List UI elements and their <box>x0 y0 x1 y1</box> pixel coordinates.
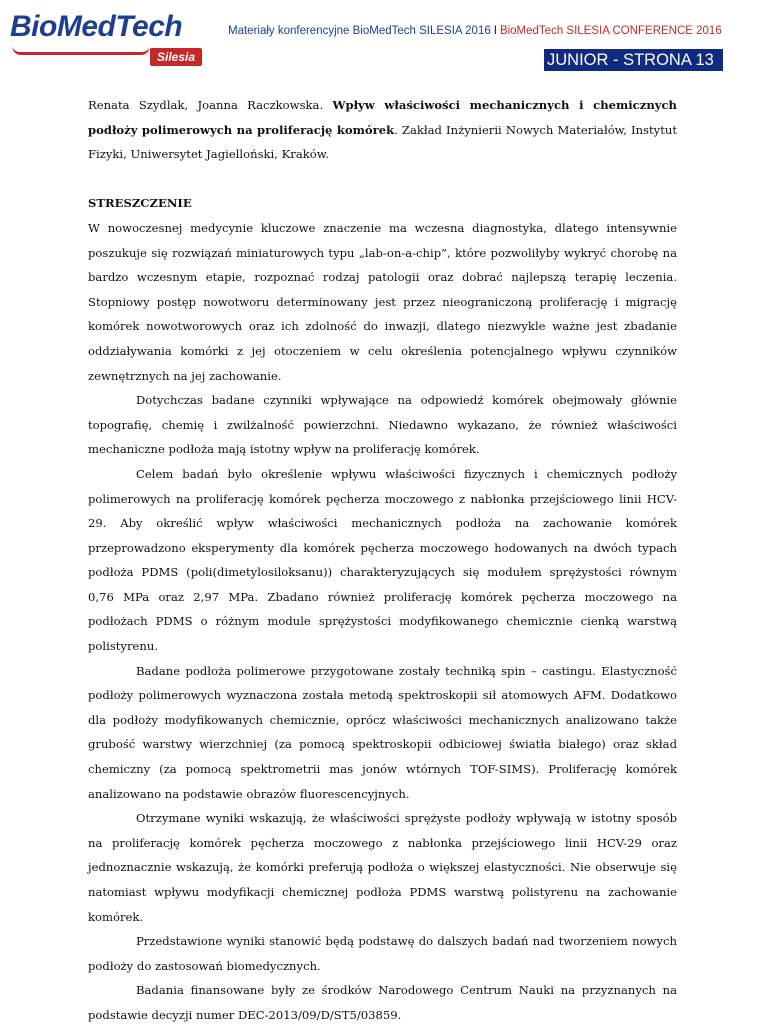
abstract-paragraph: Celem badań było określenie wpływu właściwości fizycznych i chemicznych podłoży polimerowych na proliferację komórek pęcherza moczowego z nabłonka przejściowego linii HCV-29. Aby określić wpływ właściwości mechanicznych podłoża na zachowanie komórek przeprowadzono eksperymenty dla komórek pęcherza moczowego hodowanych na dwóch typach podłoża PDMS (poli(dimetylosiloksanu)) charakteryzujących się modułem sprężystości równym 0,76 MPa oraz 2,97 MPa. Zbadano również proliferację komórek pęcherza moczowego na podłożach PDMS o różnym module sprężystości modyfikowanego chemicznie cienką warstwą polistyrenu. <box>88 466 677 654</box>
biomedtech-logo <box>10 10 210 66</box>
abstract-paragraph: Badane podłoża polimerowe przygotowane zostały techniką spin – castingu. Elastyczność podłoży polimerowych wyznaczona została metodą spektroskopii sił atomowych AFM. Dodatkowo dla podłoży modyfikowanych chemicznie, oprócz właściwości mechanicznych analizowano także grubość warstwy wierzchniej (za pomocą spektroskopii odbiciowej światła białego) oraz skład chemiczny (za pomocą spektrometrii mas jonów wtórnych TOF-SIMS). Proliferację komórek analizowano na podstawie obrazów fluorescencyjnych. <box>88 663 677 801</box>
section-heading: STRESZCZENIE <box>88 196 192 211</box>
funding-note: Badania finansowane były ze środków Narodowego Centrum Nauki na przyznanych na podstawie decyzji numer DEC-2013/09/D/ST5/03859. <box>88 983 677 1022</box>
abstract-paragraph: W nowoczesnej medycynie kluczowe znaczenie ma wczesna diagnostyka, dlatego intensywnie poszukuje się rozwiązań miniaturowych typu „lab-on-a-chip”, które pozwoliłyby wykryć chorobę na bardzo wczesnym etapie, rozpoznać rodzaj patologii oraz dobrać najlepszą terapię leczenia. Stopniowy postęp nowotworu determinowany jest przez nieograniczoną proliferację i migrację komórek nowotworowych oraz ich zdolność do inwazji, dlatego niezwykle ważne jest zbadanie oddziaływania komórki z jej otoczeniem w celu określenia potencjalnego wpływu czynników zewnętrznych na jej zachowanie. <box>88 220 677 383</box>
page-header <box>0 0 768 70</box>
page-label: JUNIOR - STRONA 13 <box>547 51 714 69</box>
page-label-badge <box>544 49 723 71</box>
abstract-paragraph: Dotychczas badane czynniki wpływające na odpowiedź komórek obejmowały głównie topografię, chemię i zwilżalność powierzchni. Niedawno wykazano, że również właściwości mechaniczne podłoża mają istotny wpływ na proliferację komórek. <box>88 393 677 457</box>
conference-title <box>228 25 722 37</box>
article-title: Wpływ właściwości mechanicznych i chemicznych podłoży polimerowych na proliferację komórek <box>88 98 677 137</box>
conference-title-en: BioMedTech SILESIA CONFERENCE 2016 <box>499 25 722 37</box>
article-byline <box>88 93 677 167</box>
logo-swoosh <box>12 46 150 55</box>
article-authors: Renata Szydlak, Joanna Raczkowska. <box>88 98 324 112</box>
abstract-paragraph: Otrzymane wyniki wskazują, że właściwości sprężyste podłoży wpływają w istotny sposób na proliferację komórek pęcherza moczowego z nabłonka przejściowego linii HCV-29 oraz jednoznacznie wskazują, że komórki preferują podłoża o większej elastyczności. Nie obserwuje się natomiast wpływu modyfikacji chemicznej podłoża PDMS warstwą polistyrenu na zachowanie komórek. <box>88 811 677 924</box>
article-affiliation: . Zakład Inżynierii Nowych Materiałów, Instytut Fizyki, Uniwersytet Jagielloński, Kraków. <box>88 122 677 162</box>
abstract-paragraph: Przedstawione wyniki stanowić będą podstawę do dalszych badań nad tworzeniem nowych podłoży do zastosowań biomedycznych. <box>88 934 677 973</box>
article-body <box>88 93 677 1028</box>
logo-main-text: BioMedTech <box>10 10 183 43</box>
conference-title-pl: Materiały konferencyjne BioMedTech SILESIA 2016 <box>228 25 491 37</box>
conference-title-separator: I <box>493 25 497 37</box>
logo-sub-text: Silesia <box>150 48 202 66</box>
